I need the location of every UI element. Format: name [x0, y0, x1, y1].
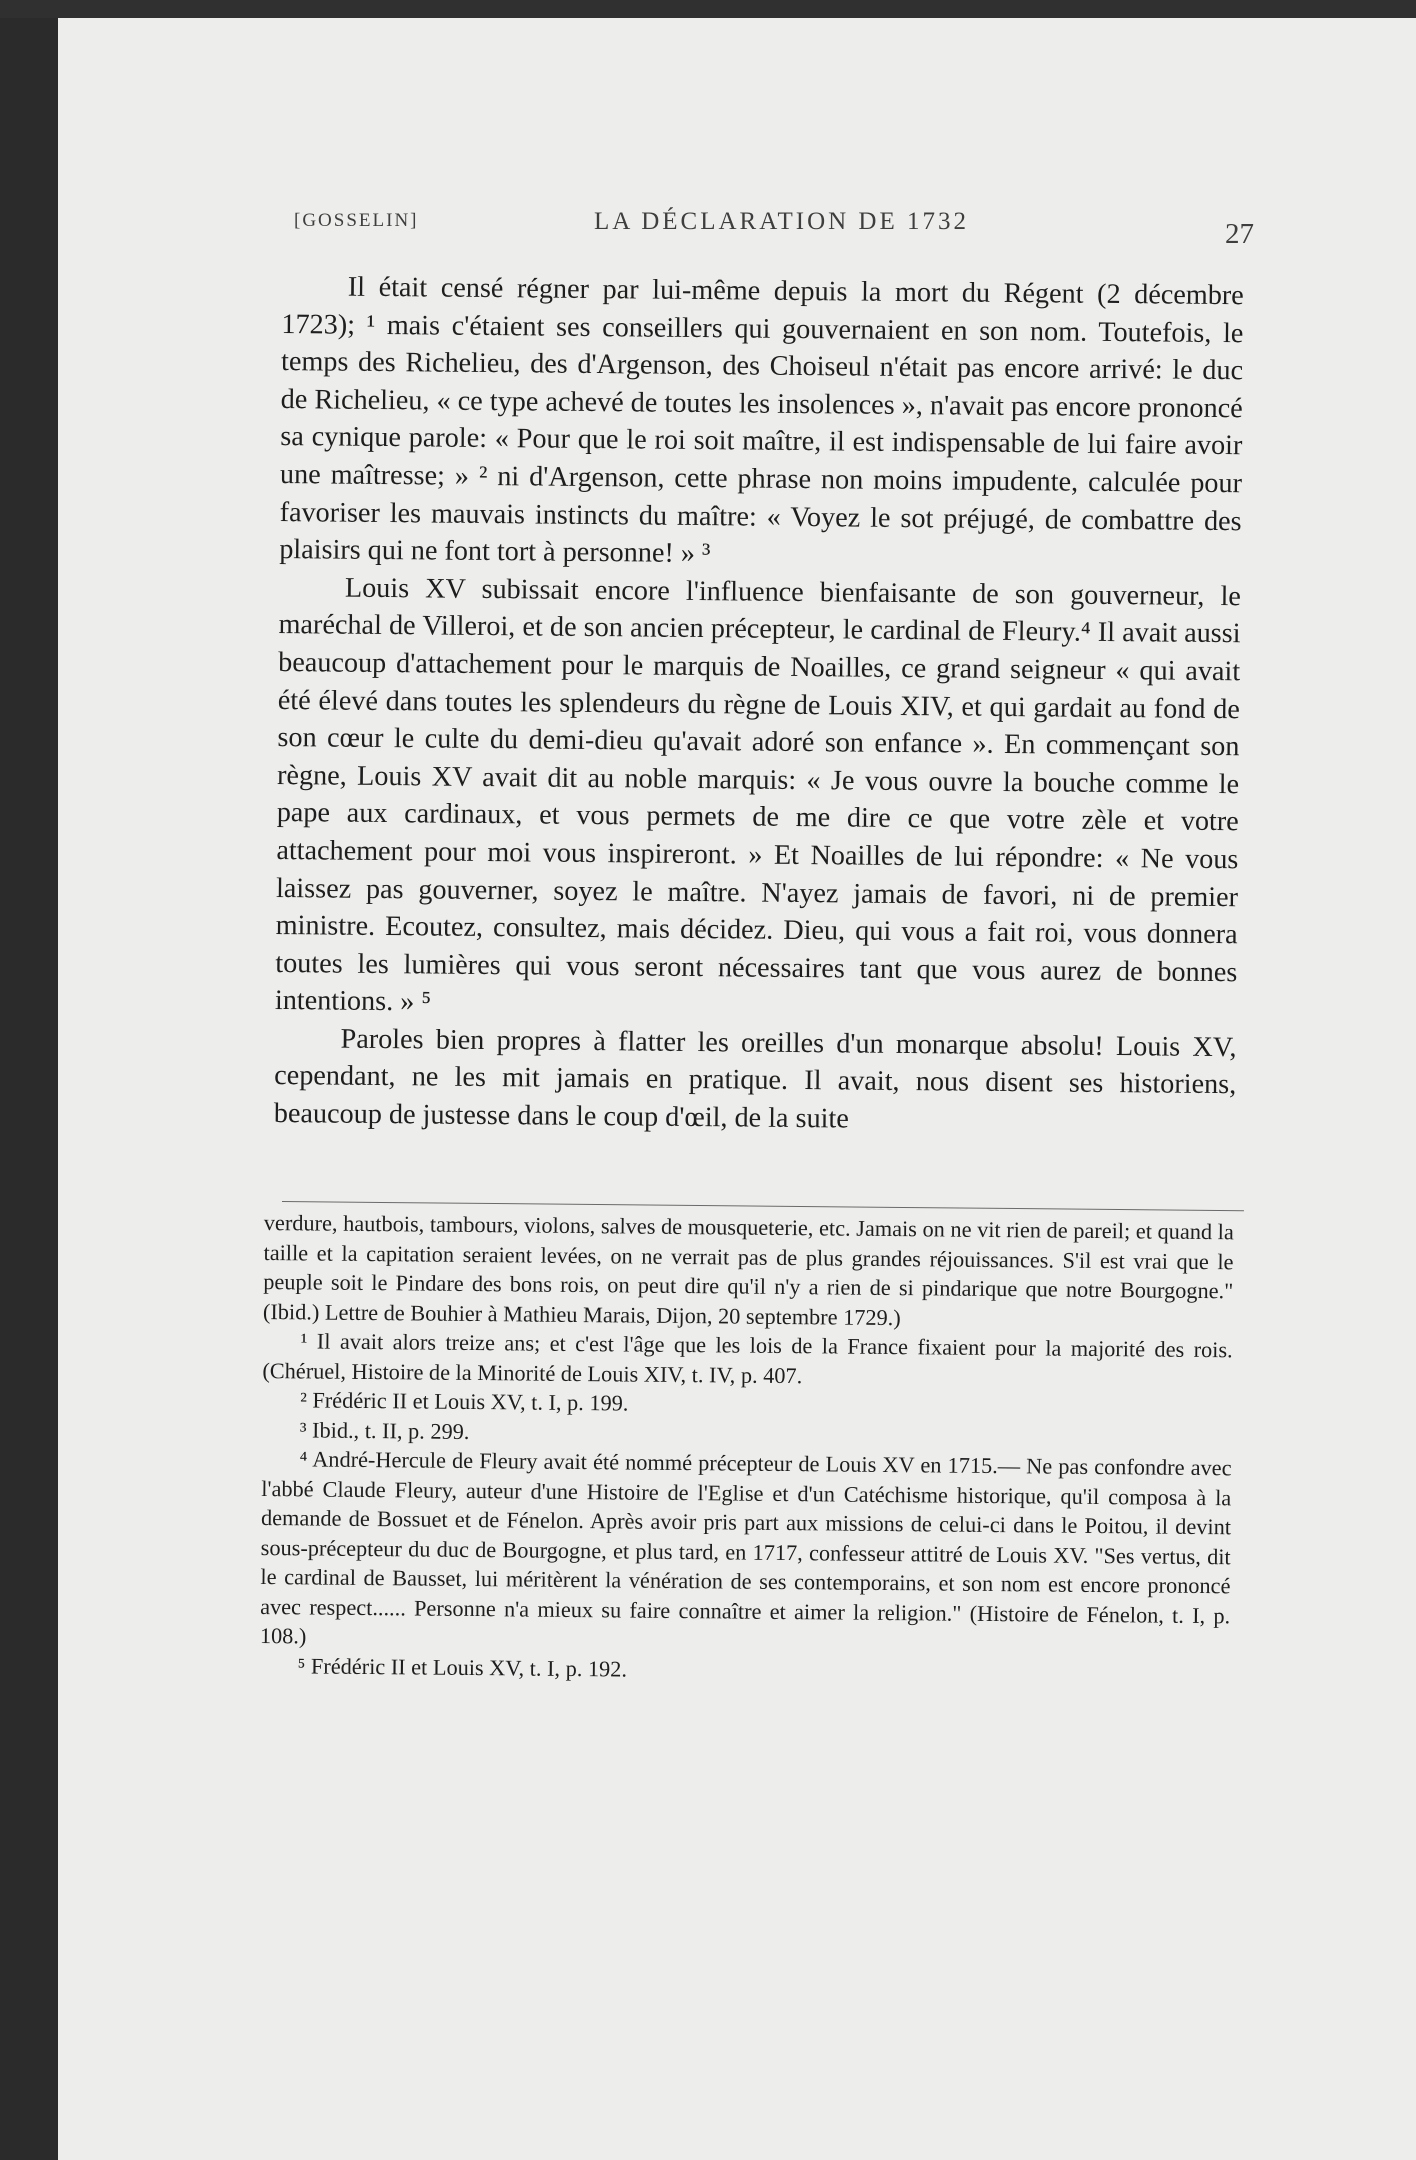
footnote-4: ⁴ André-Hercule de Fleury avait été nommé précepteur de Louis XV en 1715.— Ne pas confondre avec l'abbé Claude Fleury, auteur d'une Histoire de l'Eglise et d'un Catéchisme historique, qu'il composa à la demande de Bossuet et de Fénelon. Après avoir pris part aux missions de celui-ci dans le Poitou, il devint sous-précepteur du duc de Bourgogne, et plus tard, en 1717, confesseur attitré de Louis XV. "Ses vertus, dit le cardinal de Bausset, lui méritèrent la vénération de ses contemporains, et son nom est encore prononcé avec respect...... Personne n'a mieux su faire connaître et aimer la religion." (Histoire de Fénelon, t. I, p. 108.) [259, 1446, 1232, 1649]
paragraph-1: Il était censé régner par lui-même depuis la mort du Régent (2 décembre 1723); ¹ mais c'étaient ses conseillers qui gouvernaient en son nom. Toutefois, le temps des Richelieu, des d'Argenson, des Choiseul n'était pas encore arrivé: le duc de Richelieu, « ce type achevé de toutes les insolences », n'avait pas encore prononcé sa cynique parole: « Pour que le roi soit maître, il est indispensable de lui faire avoir une maîtresse; » ² ni d'Argenson, cette phrase non moins impudente, calculée pour favoriser les mauvais instincts du maître: « Voyez le sot préjugé, de combattre des plaisirs qui ne font tort à personne! » ³ [279, 271, 1244, 570]
running-head-author: [GOSSELIN] [294, 210, 419, 231]
footnote-3: ³ Ibid., t. II, p. 299. [299, 1416, 470, 1444]
scan-background [0, 0, 1416, 18]
page-header [294, 206, 1254, 256]
footnote-1: ¹ Il avait alors treize ans; et c'est l'âge que les lois de la France fixaient pour la majorité des rois. (Chéruel, Histoire de la Minorité de Louis XIV, t. IV, p. 407. [262, 1328, 1233, 1388]
footnote-continuation: verdure, hautbois, tambours, violons, salves de mousqueterie, etc. Jamais on ne vit rien de pareil; et quand la taille et la capitation seraient levées, on ne verrait pas de plus grandes réjouissances. S'il est vrai que le peuple soit le Pindare des bons rois, on peut dire qu'il n'y a rien de si pindarique que notre Bourgogne." (Ibid.) Lettre de Bouhier à Mathieu Marais, Dijon, 20 septembre 1729.) [262, 1209, 1234, 1330]
running-head-title: LA DÉCLARATION DE 1732 [594, 208, 970, 235]
paragraph-2: Louis XV subissait encore l'influence bienfaisante de son gouverneur, le maréchal de Villeroi, et de son ancien précepteur, le cardinal de Fleury.⁴ Il avait aussi beaucoup d'attachement pour le marquis de Noailles, ce grand seigneur « qui avait été élevé dans toutes les splendeurs du règne de Louis XIV, et qui gardait au fond de son cœur le culte du demi-dieu qu'avait adoré son enfance ». En commençant son règne, Louis XV avait dit au noble marquis: « Je vous ouvre la bouche comme le pape aux cardinaux, et vous permets de me dire ce que votre zèle et votre attachement pour moi vous inspireront. » Et Noailles de lui répondre: « Ne vous laissez pas gouverner, soyez le maître. N'ayez jamais de favori, ni de premier ministre. Ecoutez, consultez, mais décidez. Dieu, qui vous a fait roi, vous donnera toutes les lumières qui vous seront nécessaires tant que vous aurez de bonnes intentions. » ⁵ [274, 572, 1242, 1018]
page-number: 27 [1225, 218, 1254, 250]
main-text [274, 268, 1244, 1142]
book-page [58, 18, 1416, 2160]
paragraph-3: Paroles bien propres à flatter les oreilles d'un monarque absolu! Louis XV, cependant, ne les mit jamais en pratique. Il avait, nous disent ses historiens, beaucoup de justesse dans le coup d'œil, de la suite [273, 1023, 1237, 1135]
footnote-2: ² Frédéric II et Louis XV, t. I, p. 199. [300, 1387, 629, 1416]
footnote-5: ⁵ Frédéric II et Louis XV, t. I, p. 192. [297, 1652, 628, 1682]
footnotes [259, 1208, 1233, 1689]
